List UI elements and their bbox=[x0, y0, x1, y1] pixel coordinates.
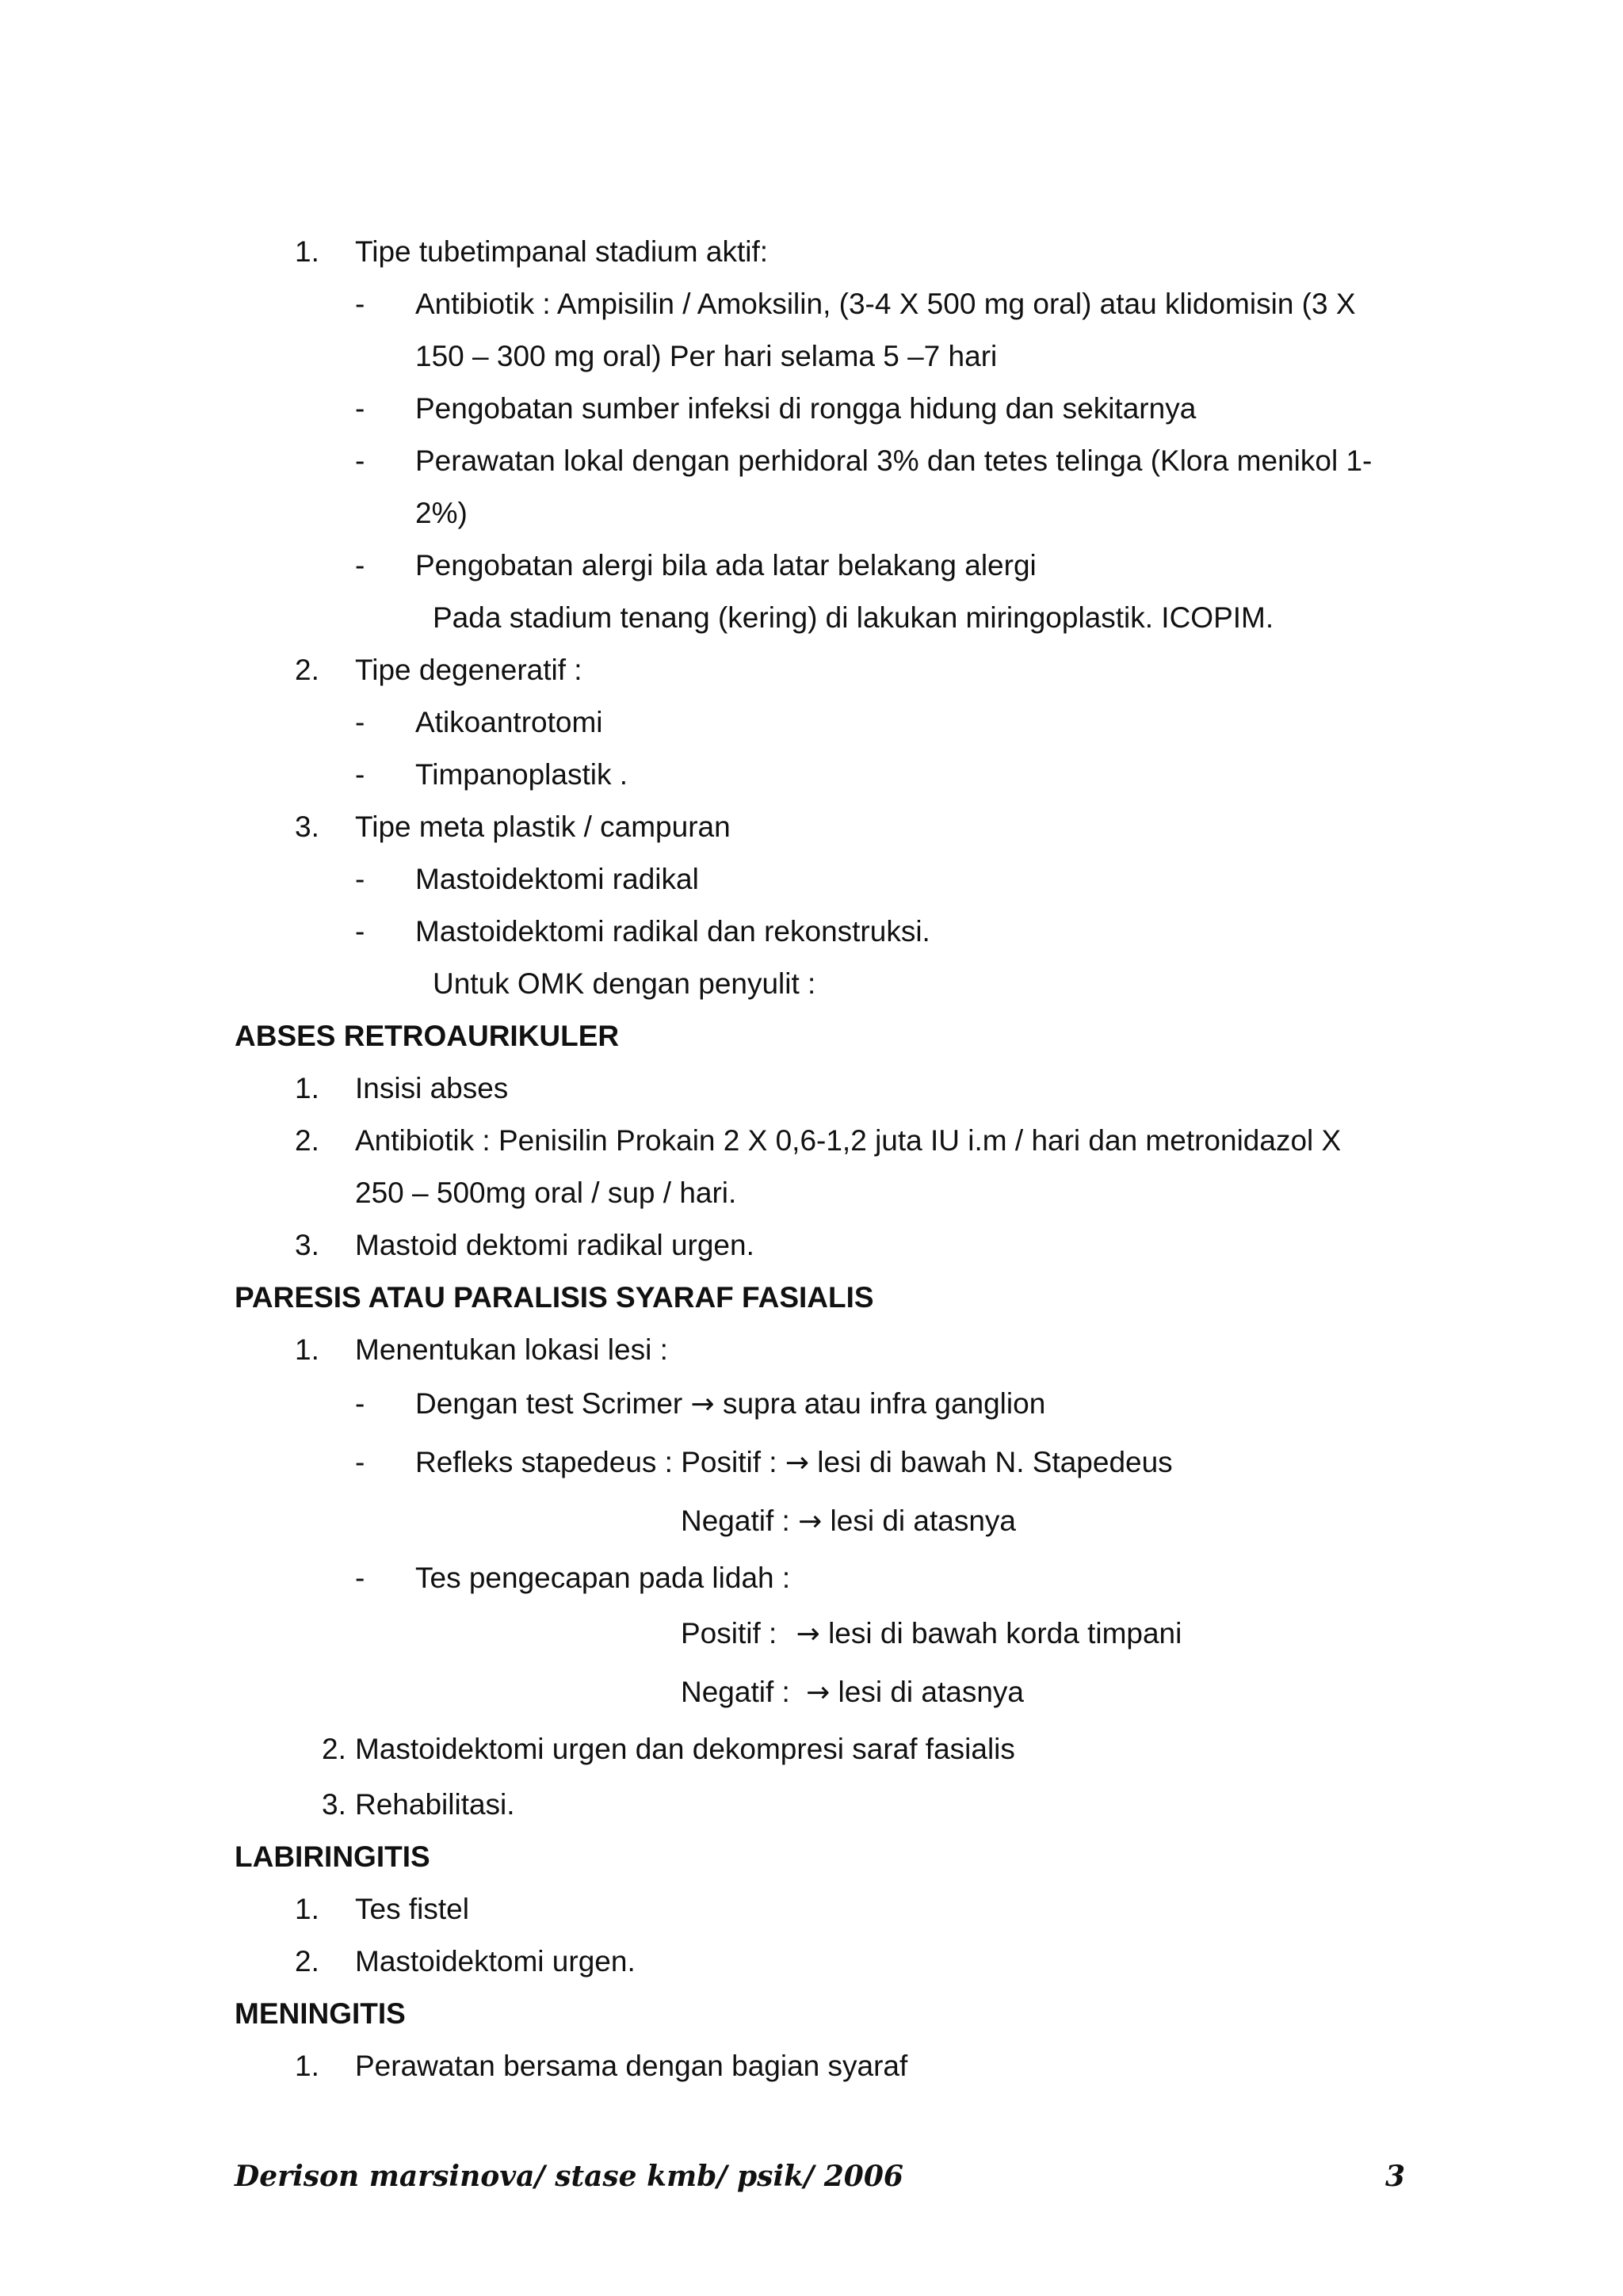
section-heading-labiringitis: LABIRINGITIS bbox=[235, 1840, 430, 1873]
list-number: 1. bbox=[295, 1893, 319, 1925]
bullet-dash: - bbox=[355, 392, 365, 425]
refleks-label: Refleks stapedeus : Positif : bbox=[415, 1446, 777, 1478]
list-item-title: Tipe tubetimpanal stadium aktif: bbox=[355, 235, 768, 268]
bullet-dash: - bbox=[355, 1387, 365, 1420]
list-number: 2. bbox=[295, 654, 319, 686]
list-item-text: Perawatan bersama dengan bagian syaraf bbox=[355, 2050, 908, 2082]
list-item-text: Mastoidektomi urgen dan dekompresi saraf fasialis bbox=[355, 1733, 1015, 1765]
bullet-dash: - bbox=[355, 915, 365, 948]
list-number: 2. bbox=[295, 1124, 319, 1157]
list-item-title: Tipe meta plastik / campuran bbox=[355, 810, 731, 843]
positive-label: Positif : bbox=[681, 1617, 777, 1650]
section-heading-paresis: PARESIS ATAU PARALISIS SYARAF FASIALIS bbox=[235, 1281, 874, 1314]
right-arrow-icon: → bbox=[798, 1505, 823, 1538]
list-number: 2. bbox=[322, 1733, 346, 1765]
list-item-text: Mastoidektomi urgen. bbox=[355, 1945, 636, 1978]
tes-negative bbox=[681, 1675, 1024, 1711]
list-number: 2. bbox=[295, 1945, 319, 1978]
negative-label: Negatif : bbox=[681, 1505, 790, 1537]
bullet-text: Timpanoplastik . bbox=[415, 758, 628, 791]
bullet-text: Perawatan lokal dengan perhidoral 3% dan tetes telinga (Klora menikol 1- bbox=[415, 444, 1373, 477]
bullet-text-continuation: 2%) bbox=[415, 497, 468, 529]
list-item-text: Rehabilitasi. bbox=[355, 1788, 515, 1821]
bullet-dash: - bbox=[355, 706, 365, 738]
list-number: 3. bbox=[295, 810, 319, 843]
list-item-continuation: 250 – 500mg oral / sup / hari. bbox=[355, 1177, 737, 1209]
list-item-text: Antibiotik : Penisilin Prokain 2 X 0,6-1,2 juta IU i.m / hari dan metronidazol X bbox=[355, 1124, 1342, 1157]
bullet-dash: - bbox=[355, 444, 365, 477]
refleks-negative bbox=[681, 1504, 1016, 1539]
list-item-text: Insisi abses bbox=[355, 1072, 509, 1104]
bullet-text-continuation: 150 – 300 mg oral) Per hari selama 5 –7 hari bbox=[415, 340, 998, 372]
bullet-dash: - bbox=[355, 863, 365, 895]
negative-label: Negatif : bbox=[681, 1676, 790, 1708]
bullet-dash: - bbox=[355, 288, 365, 320]
note-text: Untuk OMK dengan penyulit : bbox=[433, 967, 816, 1000]
bullet-dash: - bbox=[355, 1446, 365, 1478]
negative-result: lesi di atasnya bbox=[830, 1505, 1016, 1537]
list-number: 3. bbox=[295, 1229, 319, 1261]
bullet-text: Mastoidektomi radikal bbox=[415, 863, 699, 895]
note-text: Pada stadium tenang (kering) di lakukan miringoplastik. ICOPIM. bbox=[433, 601, 1274, 634]
right-arrow-icon: → bbox=[806, 1676, 831, 1709]
positive-result: lesi di bawah korda timpani bbox=[828, 1617, 1182, 1650]
bullet-text: Antibiotik : Ampisilin / Amoksilin, (3-4 X 500 mg oral) atau klidomisin (3 X bbox=[415, 288, 1356, 320]
right-arrow-icon: → bbox=[785, 1447, 810, 1479]
list-number: 1. bbox=[295, 1333, 319, 1366]
list-item-text: Mastoid dektomi radikal urgen. bbox=[355, 1229, 754, 1261]
bullet-dash: - bbox=[355, 1562, 365, 1594]
list-number: 3. bbox=[322, 1788, 346, 1821]
section-heading-abses: ABSES RETROAURIKULER bbox=[235, 1020, 620, 1052]
bullet-text: Mastoidektomi radikal dan rekonstruksi. bbox=[415, 915, 930, 948]
right-arrow-icon: → bbox=[690, 1388, 715, 1421]
footer-author: Derison marsinova/ stase kmb/ psik/ 2006 bbox=[235, 2160, 903, 2193]
bullet-text bbox=[415, 1386, 1045, 1422]
list-item-title: Menentukan lokasi lesi : bbox=[355, 1333, 668, 1366]
list-item-title: Tipe degeneratif : bbox=[355, 654, 582, 686]
list-number: 1. bbox=[295, 2050, 319, 2082]
bullet-dash: - bbox=[355, 549, 365, 582]
bullet-text bbox=[415, 1445, 1173, 1481]
scrimer-label: Dengan test Scrimer bbox=[415, 1387, 683, 1420]
bullet-dash: - bbox=[355, 758, 365, 791]
bullet-text: Atikoantrotomi bbox=[415, 706, 603, 738]
scrimer-result: supra atau infra ganglion bbox=[722, 1387, 1046, 1420]
list-number: 1. bbox=[295, 1072, 319, 1104]
negative-result: lesi di atasnya bbox=[838, 1676, 1024, 1708]
page-number: 3 bbox=[1385, 2160, 1406, 2193]
list-item-text: Tes fistel bbox=[355, 1893, 469, 1925]
list-number: 1. bbox=[295, 235, 319, 268]
bullet-text: Tes pengecapan pada lidah : bbox=[415, 1562, 791, 1594]
right-arrow-icon: → bbox=[796, 1618, 820, 1650]
refleks-result: lesi di bawah N. Stapedeus bbox=[817, 1446, 1173, 1478]
tes-positive bbox=[681, 1616, 1182, 1652]
bullet-text: Pengobatan alergi bila ada latar belakang alergi bbox=[415, 549, 1037, 582]
section-heading-meningitis: MENINGITIS bbox=[235, 1997, 406, 2030]
bullet-text: Pengobatan sumber infeksi di rongga hidung dan sekitarnya bbox=[415, 392, 1197, 425]
